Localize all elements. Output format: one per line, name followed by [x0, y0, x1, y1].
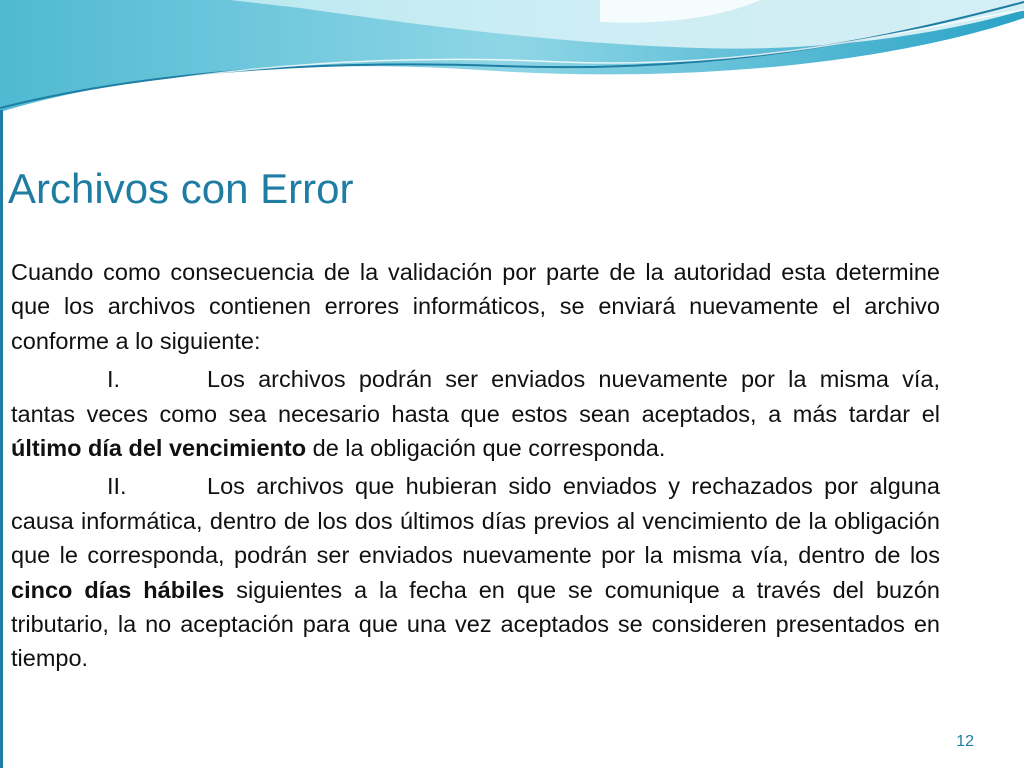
item-bold-text: último día del vencimiento — [11, 435, 307, 462]
header-wave-decoration — [0, 0, 1024, 125]
item-text: Los archivos podrán ser enviados nuevamente por la misma vía, tantas veces como sea necesario hasta que estos sean aceptados, a más tardar el — [11, 366, 940, 427]
list-item — [11, 469, 940, 675]
intro-paragraph: Cuando como consecuencia de la validación por parte de la autoridad esta determine que los archivos contienen errores informáticos, se enviará nuevamente el archivo conforme a lo siguiente: — [11, 259, 940, 354]
slide-number: 12 — [956, 733, 974, 750]
item-bold-text: cinco días hábiles — [11, 576, 225, 603]
slide-title: Archivos con Error — [8, 165, 354, 212]
item-text-after: de la obligación que corresponda. — [306, 435, 666, 462]
item-text: Los archivos que hubieran sido enviados y rechazados por alguna causa informática, dentro de los dos últimos días previos al vencimiento de la obligación que le corresponda, podrán ser enviados nuevamente por la misma vía, dentro de los — [11, 473, 940, 569]
slide-body — [11, 255, 940, 680]
list-item — [11, 362, 940, 465]
item-numeral: I. — [107, 366, 121, 393]
left-accent-rule — [0, 110, 3, 768]
item-text-after: siguientes a la fecha en que se comunique a través del buzón tributario, la no aceptación para que una vez aceptados se consideren presentados en tiempo. — [11, 576, 940, 672]
item-numeral: II. — [107, 473, 127, 500]
